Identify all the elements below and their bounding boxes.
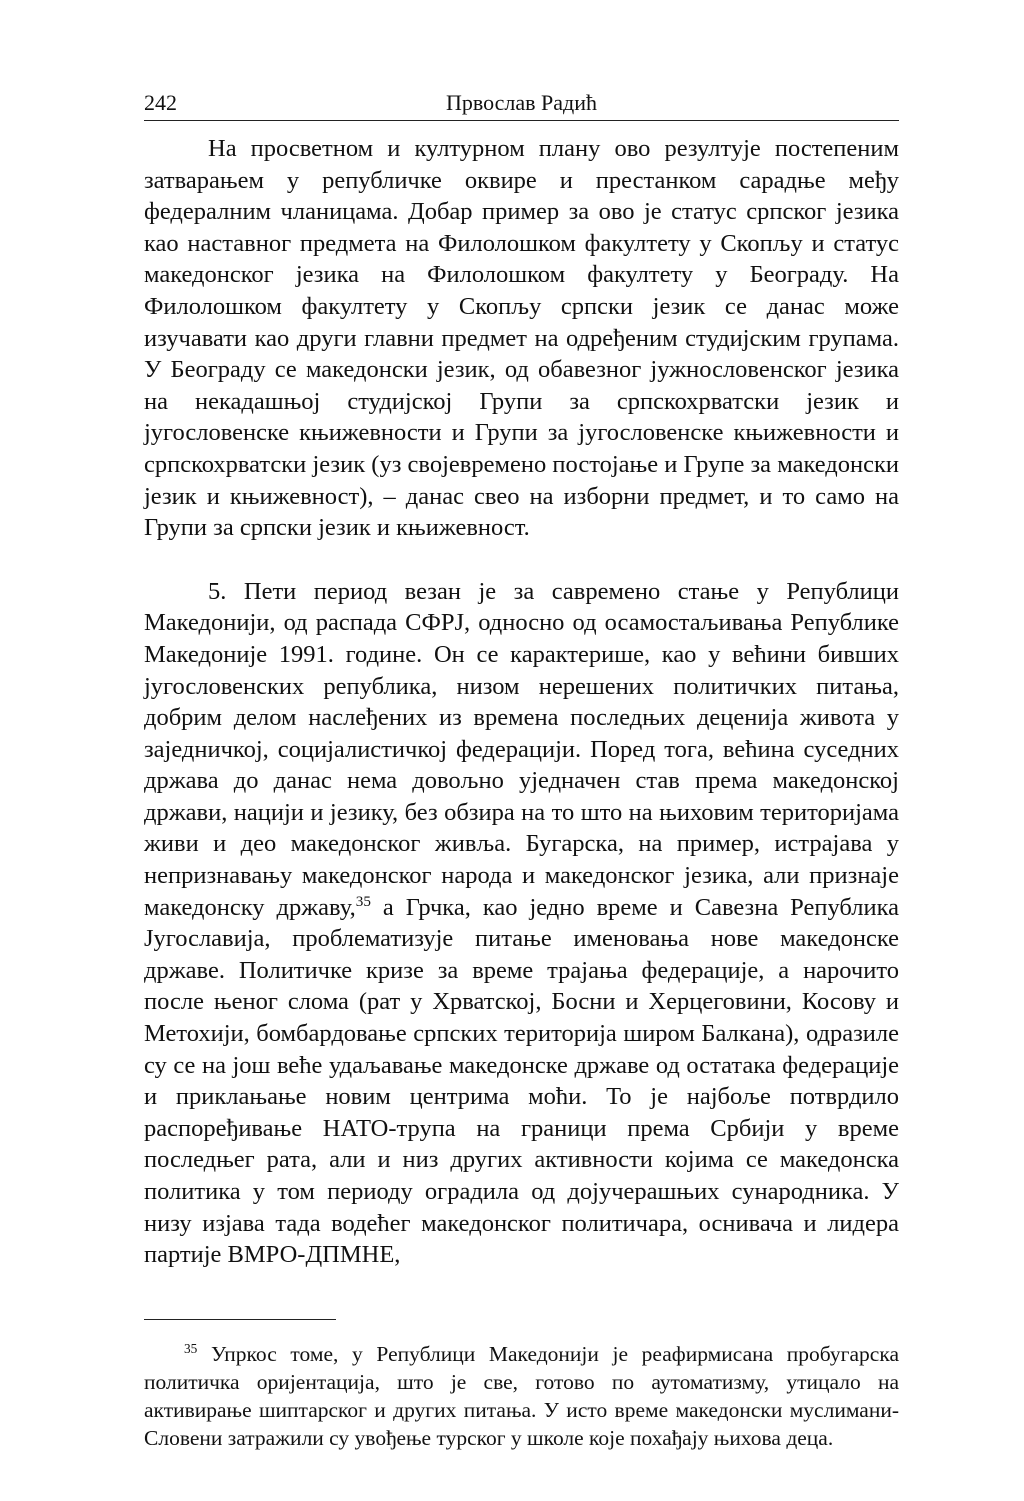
running-head: Првослав Радић [445, 90, 598, 115]
footnote-separator [144, 1319, 336, 1320]
footnote-text: Упркос томе, у Републици Македонији је реафирмисана пробугарска политичка оријентација, што је све, готово по аутоматизму, утицало на активирање шиптарског и других питања. У исто време македонски муслимани-Словени затражили су увођење турског у школе које похађају њихова деца. [144, 1341, 899, 1451]
paragraph-2-part-2: а Грчка, као једно време и Савезна Република Југославија, проблематизује питање именовања нове македонске државе. Политичке кризе за време трајања федерације, а нарочито после њеног слома (рат у Хрватској, Босни и Херцеговини, Косову и Метохији, бомбардовање српских територија широм Балкана), одразиле су се на још веће удаљавање македонске државе од остатака федерације и приклањање новим центрима моћи. То је најбоље потврдило распоређивање НАТО-трупа на граници према Србији у време последњег рата, али и низ других активности којима се македонска политика у том периоду оградила од дојучерашњих сународника. У низу изјава тада водећег македонског политичара, оснивача и лидера партије ВМРО-ДПМНЕ, [144, 893, 900, 1269]
page-number: 242 [144, 90, 177, 115]
book-page [144, 86, 899, 1453]
footnote-reference: 35 [355, 892, 371, 910]
footnote-number: 35 [184, 1340, 198, 1356]
paragraph-2-part-1: 5. Пети период везан је за савремено стање у Републици Македонији, од распада СФРЈ, односно од осамостаљивања Републике Македоније 1991. године. Он се карактерише, као у већини бивших југословенских република, низом нерешених политичких питања, добрим делом наслеђених из времена последњих деценија живота у заједничкој, социјалистичкој федерацији. Поред тога, већина суседних држава до данас нема довољно уједначен став према македонској држави, нацији и језику, без обзира на то што на њиховим територијама живи и део македонског живља. Бугарска, на пример, истрајава у непризнавању македонског народа и македонског језика, али признаје македонску државу, [144, 577, 899, 921]
paragraph-1: На просветном и културном плану ово резултује постепеним затварањем у републичке оквире и престанком сарадње међу федералним чланицама. Добар пример за ово је статус српског језика као наставног предмета на Филолошком факултету у Скопљу и статус македонског језика на Филолошком факултету у Београду. На Филолошком факултету у Скопљу српски језик се данас може изучавати као други главни предмет на одређеним студијским групама. У Београду се македонски језик, од обавезног јужнословенског језика на некадашњој студијској Групи за српскохрватски језик и југословенске књижевности и Групи за југословенске књижевности и српскохрватски језик (уз својевремено постојање и Групе за македонски језик и књижевност), – данас свео на изборни предмет, и то само на Групи за српски језик и књижевност. [144, 135, 899, 542]
paragraph-2 [144, 576, 899, 1271]
footnote [144, 1340, 899, 1453]
main-text [144, 133, 899, 1271]
page-header [144, 86, 899, 121]
